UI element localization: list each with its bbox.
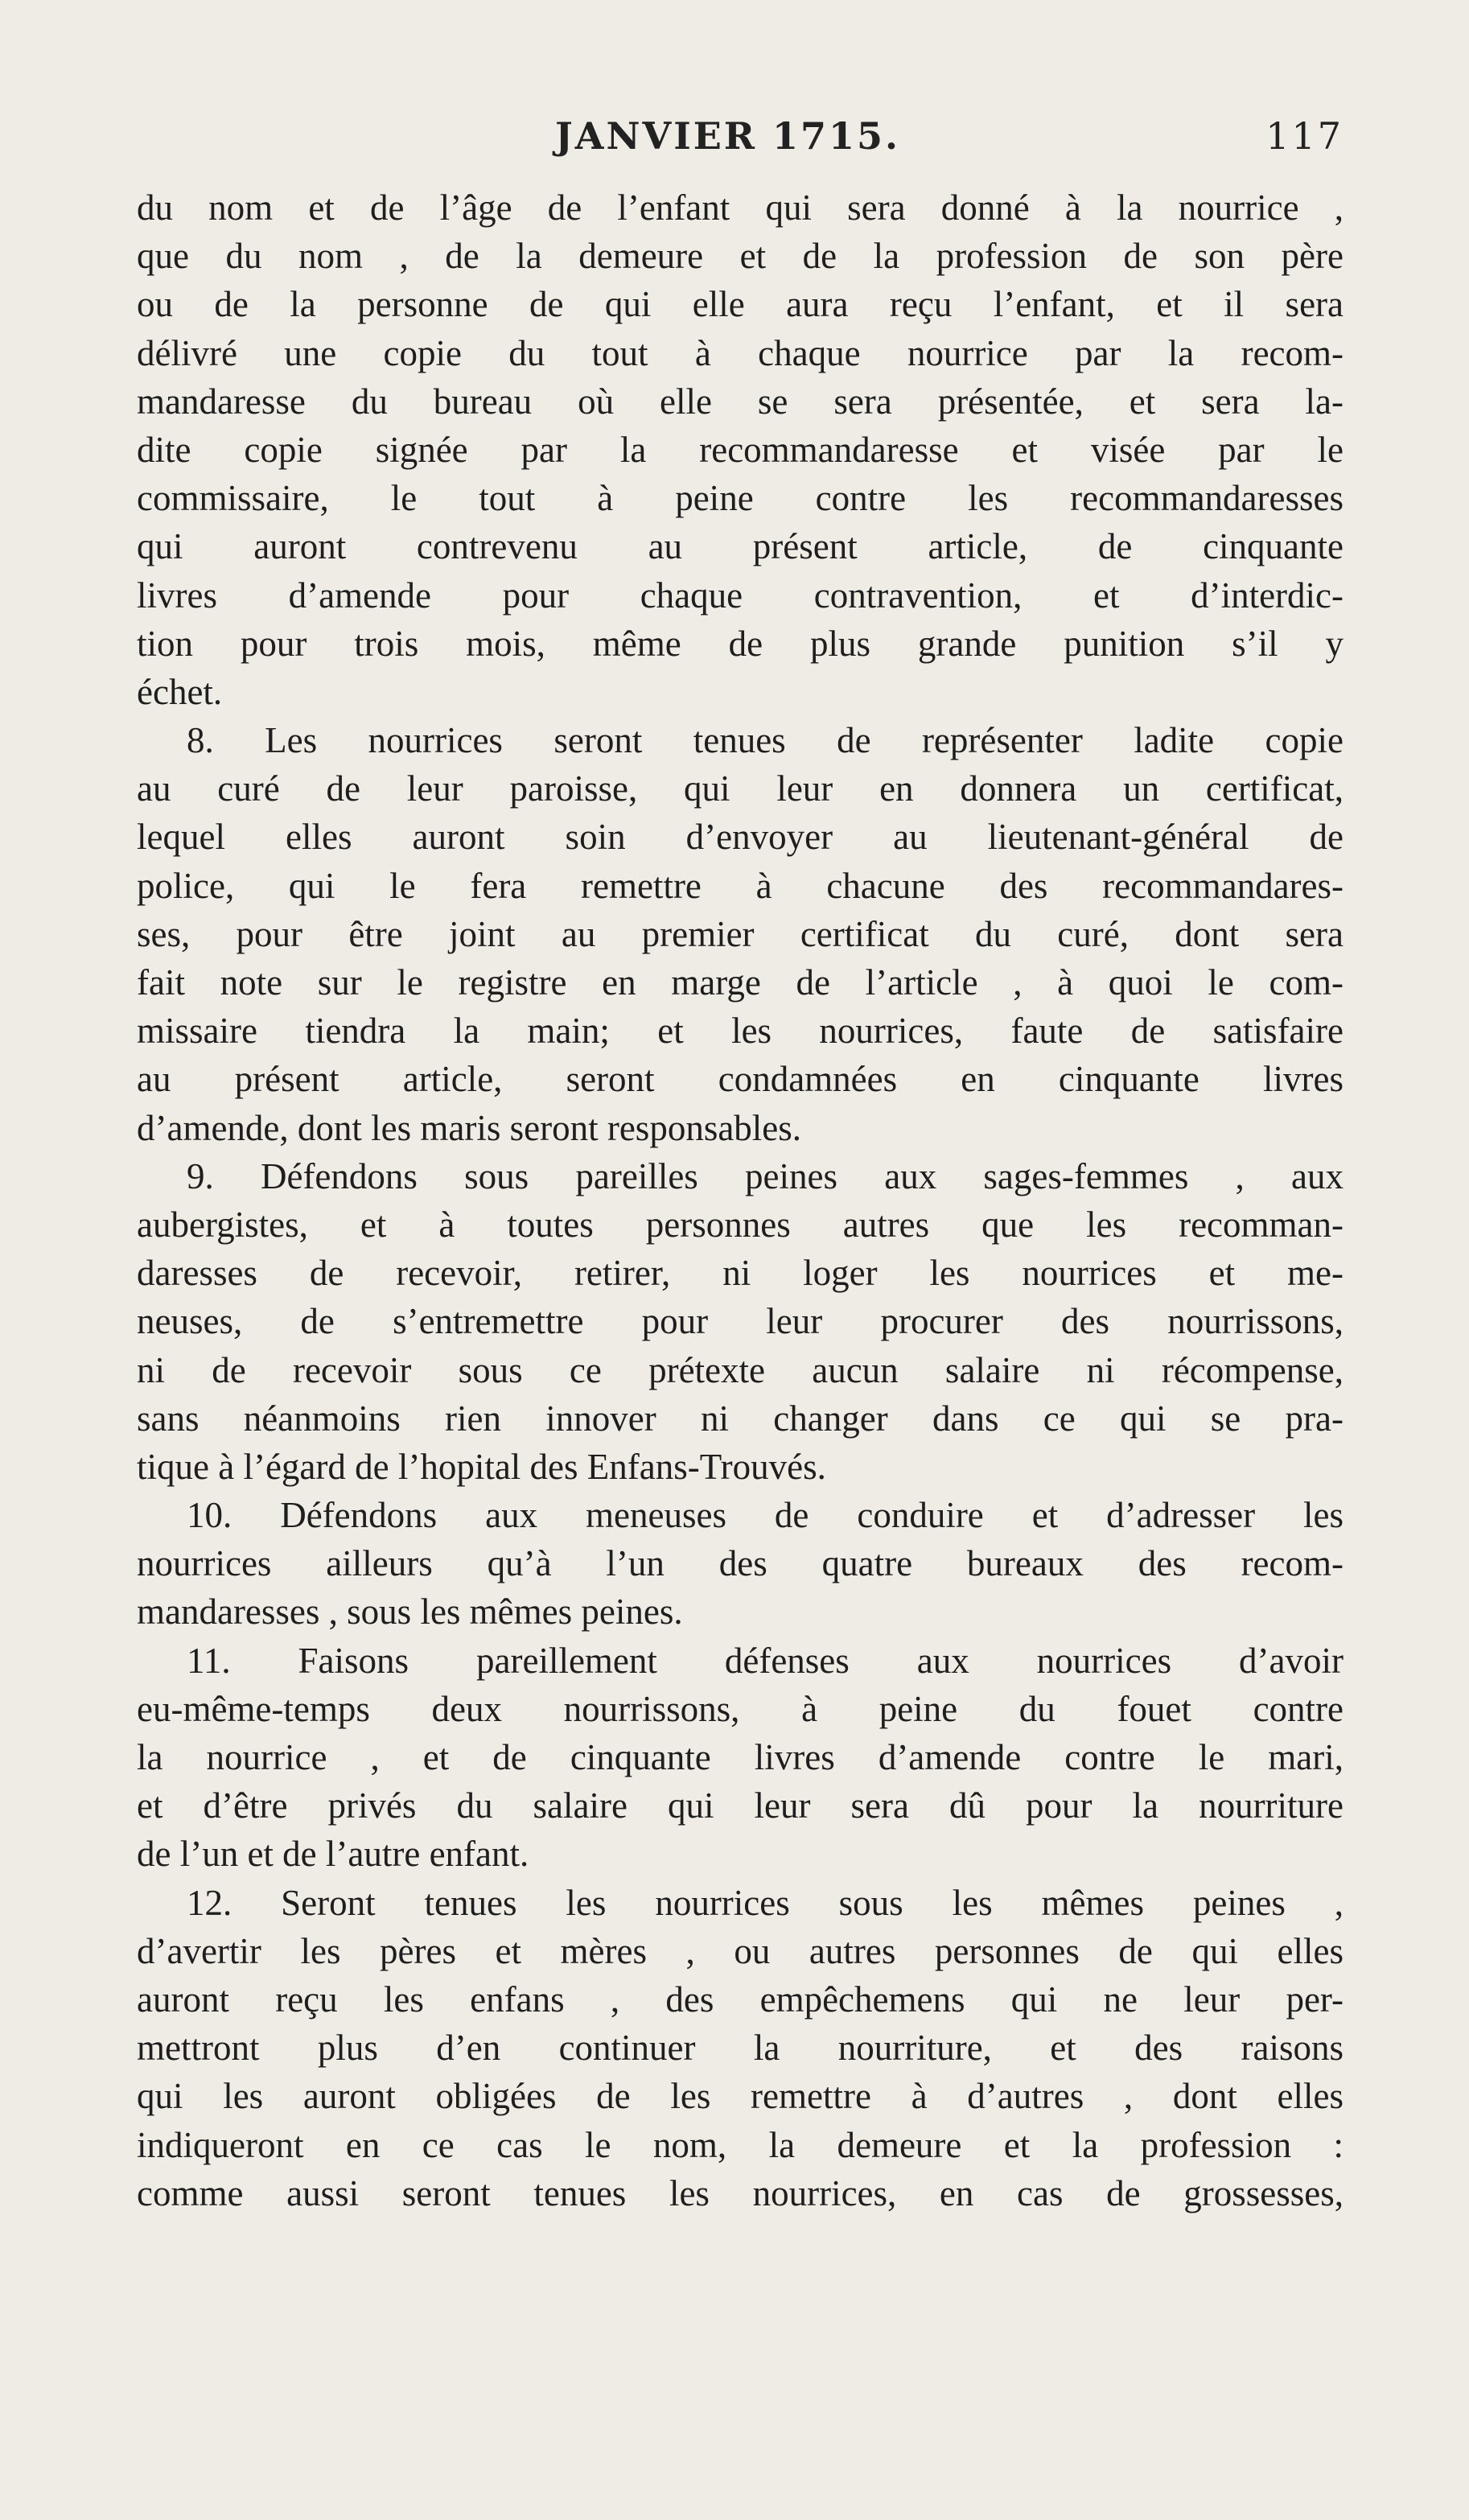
text-line: de l’un et de l’autre enfant. <box>137 1834 529 1875</box>
text-line: nourrices ailleurs qu’à l’un des quatre bureaux des recom- <box>137 1543 1343 1584</box>
text-line: au curé de leur paroisse, qui leur en donnera un certificat, <box>137 768 1343 809</box>
text-line: échet. <box>137 671 223 712</box>
text-line: qui les auront obligées de les remettre à d’autres , dont elles <box>137 2076 1343 2117</box>
article-10-first-line: 10. Défendons aux meneuses de conduire et d’adresser les <box>187 1495 1343 1536</box>
text-line: que du nom , de la demeure et de la profession de son père <box>137 236 1343 277</box>
text-line: et d’être privés du salaire qui leur sera dû pour la nourriture <box>137 1785 1343 1826</box>
text-line: ni de recevoir sous ce prétexte aucun salaire ni récompense, <box>137 1349 1343 1390</box>
text-line: indiqueront en ce cas le nom, la demeure et la profession : <box>137 2124 1343 2165</box>
text-line: commissaire, le tout à peine contre les recommandaresses <box>137 478 1343 519</box>
text-line: lequel elles auront soin d’envoyer au lieutenant-général de <box>137 817 1343 858</box>
article-9-first-line: 9. Défendons sous pareilles peines aux sages-femmes , aux <box>187 1155 1343 1196</box>
text-line: qui auront contrevenu au présent article, de cinquante <box>137 526 1343 567</box>
page-number: 117 <box>1265 114 1343 158</box>
text-line: missaire tiendra la main; et les nourrices, faute de satisfaire <box>137 1011 1343 1052</box>
text-line: ses, pour être joint au premier certificat du curé, dont sera <box>137 913 1343 954</box>
text-line: mettront plus d’en continuer la nourriture, et des raisons <box>137 2028 1343 2069</box>
text-line: ou de la personne de qui elle aura reçu l’enfant, et il sera <box>137 284 1343 325</box>
text-line: dite copie signée par la recommandaresse et visée par le <box>137 429 1343 470</box>
text-line: d’avertir les pères et mères , ou autres personnes de qui elles <box>137 1930 1343 1971</box>
text-line: la nourrice , et de cinquante livres d’amende contre le mari, <box>137 1737 1343 1777</box>
text-line: du nom et de l’âge de l’enfant qui sera donné à la nourrice , <box>137 187 1343 228</box>
text-line: sans néanmoins rien innover ni changer dans ce qui se pra- <box>137 1398 1343 1439</box>
text-line: aubergistes, et à toutes personnes autres que les recomman- <box>137 1204 1343 1245</box>
text-line: d’amende, dont les maris seront responsables. <box>137 1107 802 1148</box>
text-line: daresses de recevoir, retirer, ni loger les nourrices et me- <box>137 1253 1343 1294</box>
text-line: eu-même-temps deux nourrissons, à peine du fouet contre <box>137 1688 1343 1729</box>
text-line: tique à l’égard de l’hopital des Enfans-Trouvés. <box>137 1446 826 1487</box>
running-title: JANVIER 1715. <box>555 114 901 158</box>
text-line: fait note sur le registre en marge de l’article , à quoi le com- <box>137 962 1343 1003</box>
text-line: police, qui le fera remettre à chacune des recommandares- <box>137 865 1343 906</box>
article-11-first-line: 11. Faisons pareillement défenses aux nourrices d’avoir <box>187 1640 1343 1681</box>
article-8-first-line: 8. Les nourrices seront tenues de représenter ladite copie <box>187 720 1343 761</box>
text-line: mandaresse du bureau où elle se sera présentée, et sera la- <box>137 381 1343 422</box>
text-line: mandaresses , sous les mêmes peines. <box>137 1591 683 1633</box>
text-line: auront reçu les enfans , des empêchemens qui ne leur per- <box>137 1979 1343 2020</box>
text-line: livres d’amende pour chaque contravention, et d’interdic- <box>137 574 1343 616</box>
text-line: au présent article, seront condamnées en cinquante livres <box>137 1059 1343 1100</box>
text-line: neuses, de s’entremettre pour leur procurer des nourrissons, <box>137 1301 1343 1342</box>
text-line: tion pour trois mois, même de plus grande punition s’il y <box>137 623 1343 664</box>
article-12-first-line: 12. Seront tenues les nourrices sous les mêmes peines , <box>187 1882 1343 1923</box>
body-text <box>137 183 1343 2217</box>
text-line: comme aussi seront tenues les nourrices, en cas de grossesses, <box>137 2172 1343 2213</box>
running-head <box>137 114 1343 171</box>
text-line: délivré une copie du tout à chaque nourrice par la recom- <box>137 332 1343 373</box>
